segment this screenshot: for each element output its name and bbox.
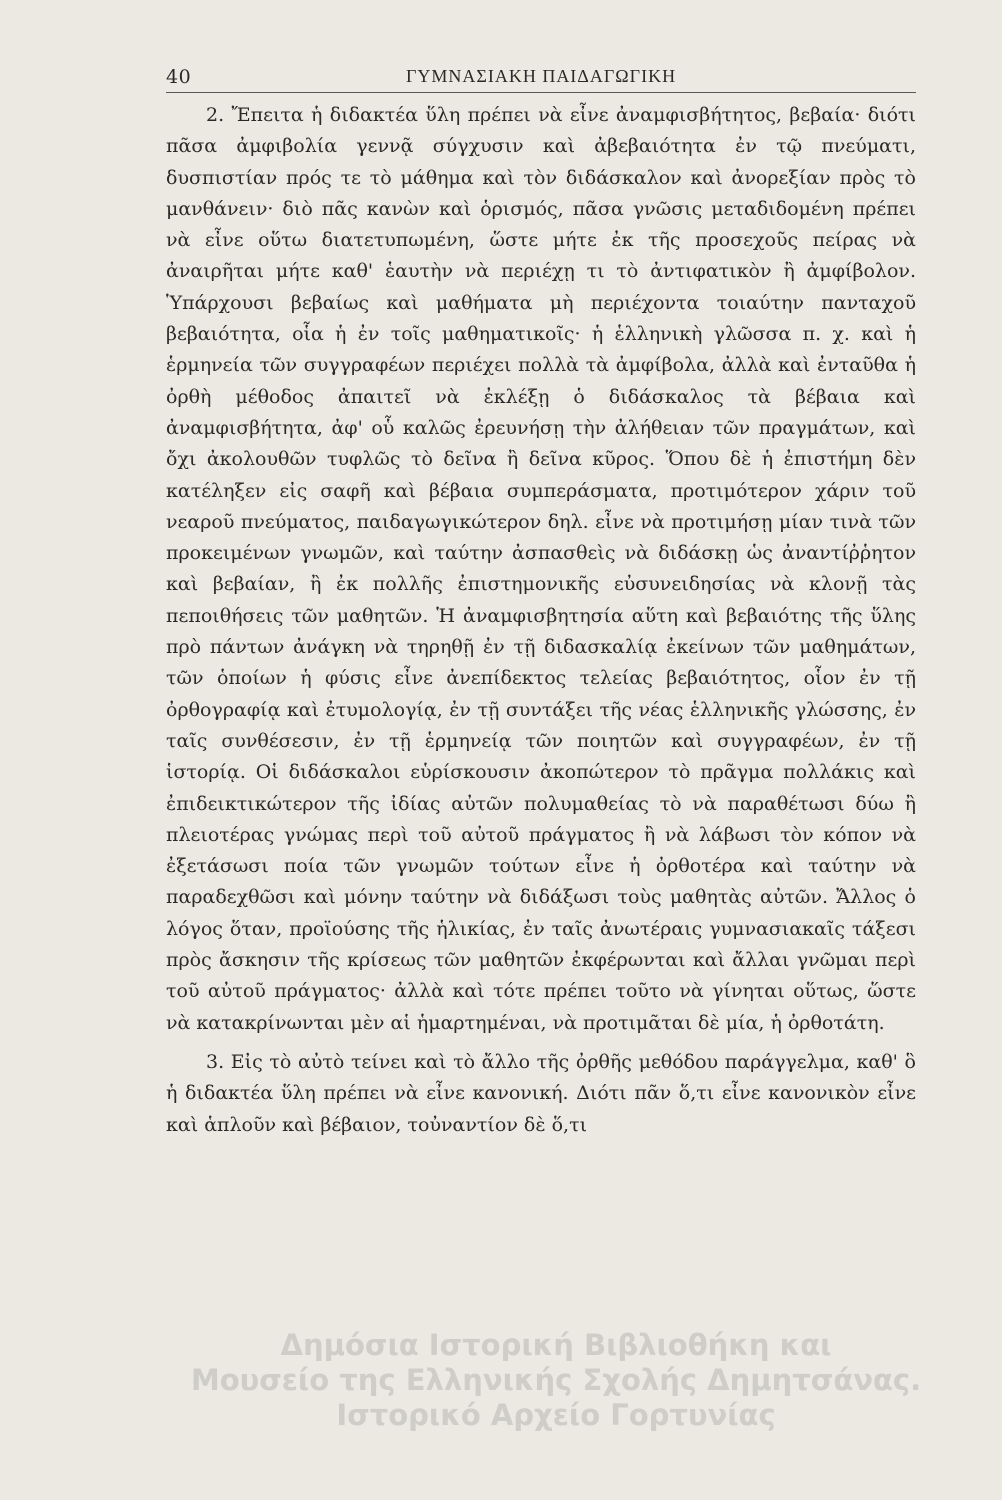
page-number: 40	[166, 66, 192, 88]
watermark-line: Δημόσια Ιστορική Βιβλιοθήκη και	[280, 1328, 832, 1362]
body-text	[166, 100, 916, 1141]
paragraph-2: 2. Ἔπειτα ἡ διδακτέα ὕλη πρέπει νὰ εἶνε ἀναμφισβήτητος, βεβαία· διότι πᾶσα ἀμφιβολία γεννᾷ σύγχυσιν καὶ ἀβεβαιότητα ἐν τῷ πνεύματι, δυσπιστίαν πρός τε τὸ μάθημα καὶ τὸν διδάσκαλον καὶ ἀνορεξίαν πρὸς τὸ μανθάνειν· διὸ πᾶς κανὼν καὶ ὁρισμός, πᾶσα γνῶσις μεταδιδομένη πρέπει νὰ εἶνε οὕτω διατετυπωμένη, ὥστε μήτε ἐκ τῆς προσεχοῦς πείρας νὰ ἀναιρῆται μήτε καθ' ἑαυτὴν νὰ περιέχῃ τι τὸ ἀντιφατικὸν ἢ ἀμφίβολον. Ὑπάρχουσι βεβαίως καὶ μαθήματα μὴ περιέχοντα τοιαύτην πανταχοῦ βεβαιότητα, οἷα ἡ ἐν τοῖς μαθηματικοῖς· ἡ ἑλληνικὴ γλῶσσα π. χ. καὶ ἡ ἑρμηνεία τῶν συγγραφέων περιέχει πολλὰ τὰ ἀμφίβολα, ἀλλὰ καὶ ἐνταῦθα ἡ ὀρθὴ μέθοδος ἀπαιτεῖ νὰ ἐκλέξῃ ὁ διδάσκαλος τὰ βέβαια καὶ ἀναμφισβήτητα, ἀφ' οὗ καλῶς ἐρευνήσῃ τὴν ἀλήθειαν τῶν πραγμάτων, καὶ ὄχι ἀκολουθῶν τυφλῶς τὸ δεῖνα ἢ δεῖνα κῦρος. Ὅπου δὲ ἡ ἐπιστήμη δὲν κατέληξεν εἰς σαφῆ καὶ βέβαια συμπεράσματα, προτιμότερον χάριν τοῦ νεαροῦ πνεύματος, παιδαγωγικώτερον δηλ. εἶνε νὰ προτιμήσῃ μίαν τινὰ τῶν προκειμένων γνωμῶν, καὶ ταύτην ἀσπασθεὶς νὰ διδάσκῃ ὡς ἀναντίῤῥητον καὶ βεβαίαν, ἢ ἐκ πολλῆς ἐπιστημονικῆς εὐσυνειδησίας νὰ κλονῇ τὰς πεποιθήσεις τῶν μαθητῶν. Ἡ ἀναμφισβητησία αὕτη καὶ βεβαιότης τῆς ὕλης πρὸ πάντων ἀνάγκη νὰ τηρηθῇ ἐν τῇ διδασκαλίᾳ ἐκείνων τῶν μαθημάτων, τῶν ὁποίων ἡ φύσις εἶνε ἀνεπίδεκτος τελείας βεβαιότητος, οἷον ἐν τῇ ὀρθογραφίᾳ καὶ ἐτυμολογίᾳ, ἐν τῇ συντάξει τῆς νέας ἑλληνικῆς γλώσσης, ἐν ταῖς συνθέσεσιν, ἐν τῇ ἑρμηνείᾳ τῶν ποιητῶν καὶ συγγραφέων, ἐν τῇ ἱστορίᾳ. Οἱ διδάσκαλοι εὑρίσκουσιν ἀκοπώτερον τὸ πρᾶγμα πολλάκις καὶ ἐπιδεικτικώτερον τῆς ἰδίας αὐτῶν πολυμαθείας τὸ νὰ παραθέτωσι δύω ἢ πλειοτέρας γνώμας περὶ τοῦ αὐτοῦ πράγματος ἢ νὰ λάβωσι τὸν κόπον νὰ ἐξετάσωσι ποία τῶν γνωμῶν τούτων εἶνε ἡ ὀρθοτέρα καὶ ταύτην νὰ παραδεχθῶσι καὶ μόνην ταύτην νὰ διδάξωσι τοὺς μαθητὰς αὐτῶν. Ἄλλος ὁ λόγος ὅταν, προϊούσης τῆς ἡλικίας, ἐν ταῖς ἀνωτέραις γυμνασιακαῖς τάξεσι πρὸς ἄσκησιν τῆς κρίσεως τῶν μαθητῶν ἐκφέρωνται καὶ ἄλλαι γνῶμαι περὶ τοῦ αὐτοῦ πράγματος· ἀλλὰ καὶ τότε πρέπει τοῦτο νὰ γίνηται οὕτως, ὥστε νὰ κατακρίνωνται μὲν αἱ ἡμαρτημέναι, νὰ προτιμᾶται δὲ μία, ἡ ὀρθοτάτη.	[166, 104, 916, 1034]
running-title: ΓΥΜΝΑΣΙΑΚΗ ΠΑΙΔΑΓΩΓΙΚΗ	[405, 65, 677, 86]
paragraph-3: 3. Εἰς τὸ αὐτὸ τείνει καὶ τὸ ἄλλο τῆς ὀρθῆς μεθόδου παράγγελμα, καθ' ὃ ἡ διδακτέα ὕλη πρέπει νὰ εἶνε κανονική. Διότι πᾶν ὅ,τι εἶνε κανονικὸν εἶνε καὶ ἁπλοῦν καὶ βέβαιον, τοὐναντίον δὲ ὅ,τι	[166, 1050, 916, 1136]
library-watermark	[0, 1328, 1002, 1433]
page-header	[166, 60, 916, 92]
watermark-line: Μουσείο της Ελληνικής Σχολής Δημητσάνας.	[190, 1363, 922, 1397]
header-rule	[166, 92, 916, 93]
watermark-line: Ιστορικό Αρχείο Γορτυνίας	[336, 1398, 776, 1432]
